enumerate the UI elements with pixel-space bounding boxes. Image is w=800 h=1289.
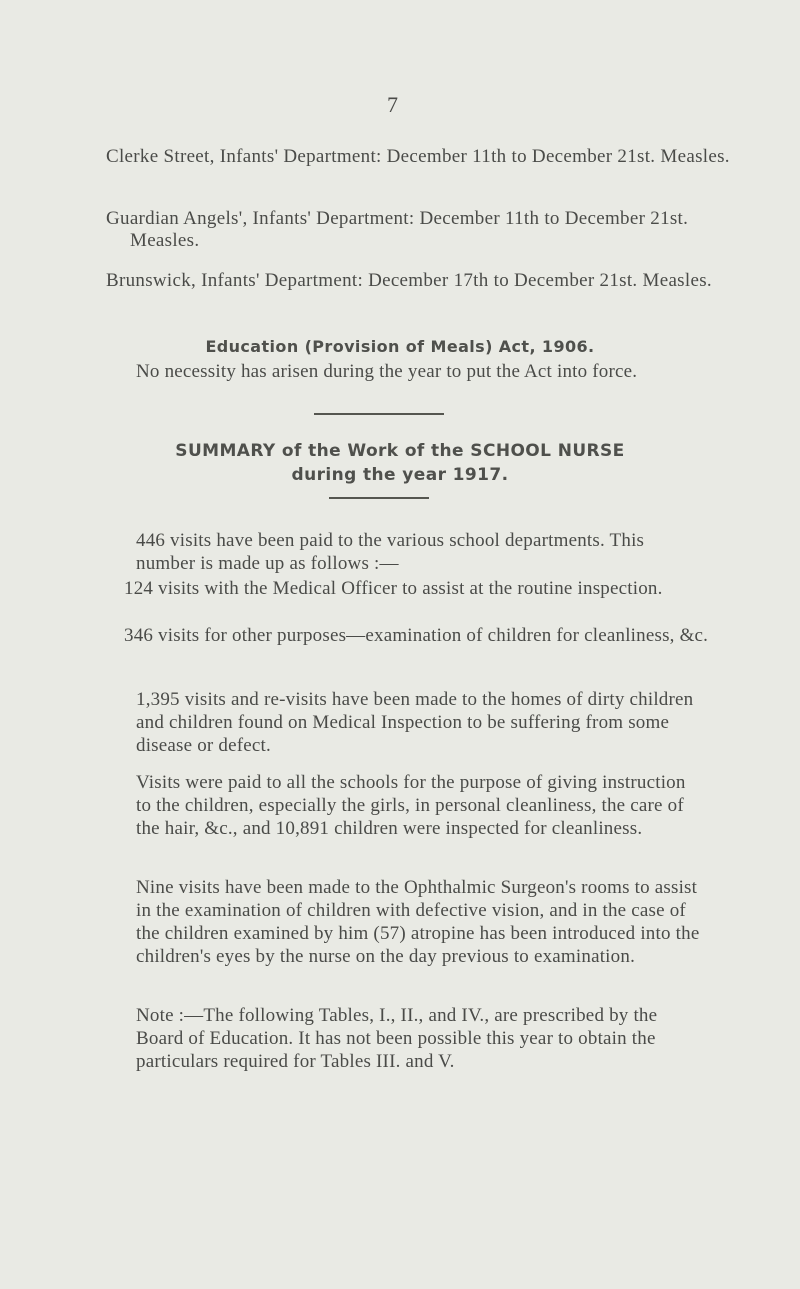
meals-act-body: No necessity has arisen during the year to put the Act into force. xyxy=(136,361,638,382)
visits-item-medical-officer: 124 visits with the Medical Officer to assist at the routine inspection. xyxy=(124,578,663,599)
ophthalmic-paragraph: Nine visits have been made to the Ophthalmic Surgeon's rooms to assist in the examination of children with defective vision, and in the case of the children examined by him (57) atropine has been introduced into the children's eyes by the nurse on the day previous to examination. xyxy=(136,877,700,967)
visits-item-other-purposes: 346 visits for other purposes—examination of children for cleanliness, &c. xyxy=(124,625,709,646)
section-divider-top xyxy=(314,413,444,415)
tables-note-paragraph: Note :—The following Tables, I., II., and IV., are prescribed by the Board of Education. It has not been possible this year to obtain the particulars required for Tables III. and V. xyxy=(136,1005,658,1072)
home-visits-paragraph: 1,395 visits and re-visits have been made to the homes of dirty children and children found on Medical Inspection to be suffering from some disease or defect. xyxy=(136,689,694,756)
page-number: 7 xyxy=(387,92,398,117)
visits-intro: 446 visits have been paid to the various school departments. This number is made up as follows :— xyxy=(136,530,645,574)
closure-entry-brunswick: Brunswick, Infants' Department: December 17th to December 21st. Measles. xyxy=(106,270,712,291)
summary-heading-line2: during the year 1917. xyxy=(291,465,509,485)
meals-act-heading: Education (Provision of Meals) Act, 1906. xyxy=(205,337,595,356)
closure-entry-guardian-angels: Guardian Angels', Infants' Department: December 11th to December 21st. Measles. xyxy=(106,208,689,251)
section-divider-bottom xyxy=(329,497,429,499)
summary-heading-line1: SUMMARY of the Work of the SCHOOL NURSE xyxy=(175,441,625,461)
school-visits-paragraph: Visits were paid to all the schools for the purpose of giving instruction to the children, especially the girls, in personal cleanliness, the care of the hair, &c., and 10,891 children were inspected for cleanliness. xyxy=(136,772,686,839)
closure-entry-clerke-street: Clerke Street, Infants' Department: December 11th to December 21st. Measles. xyxy=(106,146,730,167)
